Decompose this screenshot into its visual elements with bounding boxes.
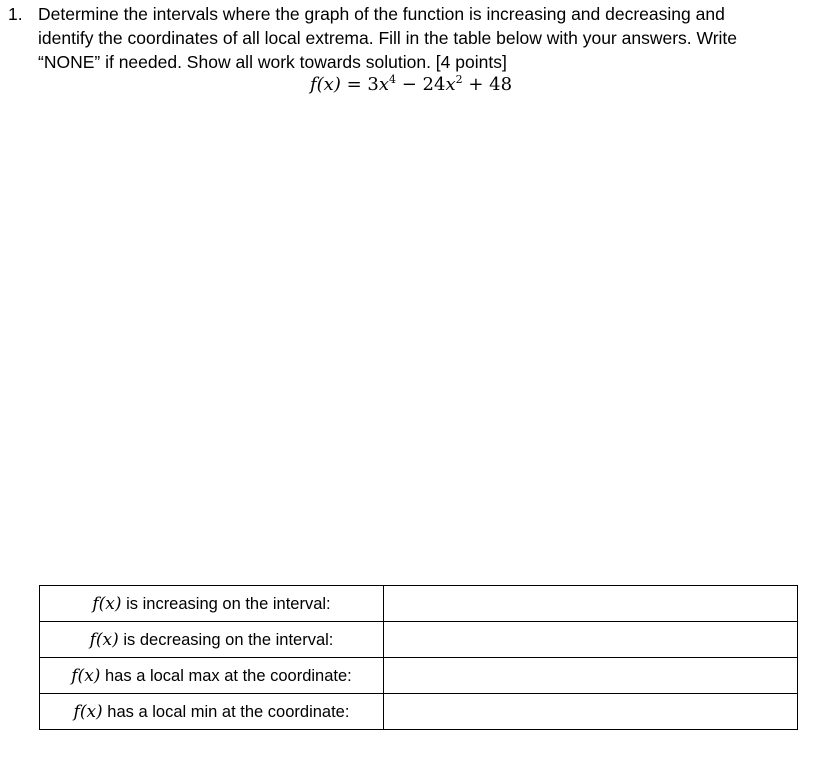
answer-cell-decreasing[interactable] [384,622,798,658]
row-label-text: has a local min at the coordinate: [102,702,350,721]
row-label-local-max [40,658,384,694]
row-label-text: has a local max at the coordinate: [100,666,352,685]
formula-exp1: 4 [389,73,396,86]
table-row [40,658,798,694]
row-label-local-min [40,694,384,730]
formula-x1: x [378,74,389,95]
formula-mid: − 24 [396,74,446,95]
formula-lhs: f(x) [310,74,341,95]
question-number: 1. [8,4,23,24]
table-row [40,694,798,730]
function-formula [310,73,512,97]
formula-eq: = 3 [340,74,379,95]
row-label-increasing [40,586,384,622]
fx-symbol: f(x) [73,701,103,722]
answer-cell-increasing[interactable] [384,586,798,622]
question-prompt [38,2,808,74]
fx-symbol: f(x) [92,593,122,614]
fx-symbol: f(x) [71,665,101,686]
row-label-decreasing [40,622,384,658]
table-row [40,586,798,622]
prompt-line-2: identify the coordinates of all local extrema. Fill in the table below with your answers. Write [38,28,738,48]
prompt-line-3: “NONE” if needed. Show all work towards solution. [4 points] [38,52,507,72]
table-row [40,622,798,658]
row-label-text: is increasing on the interval: [121,594,331,613]
formula-x2: x [445,74,456,95]
answer-cell-local-min[interactable] [384,694,798,730]
row-label-text: is decreasing on the interval: [118,630,334,649]
answer-table [39,585,798,730]
answer-cell-local-max[interactable] [384,658,798,694]
prompt-line-1: Determine the intervals where the graph of the function is increasing and decreasing and [38,4,725,24]
fx-symbol: f(x) [89,629,119,650]
formula-exp2: 2 [455,73,463,86]
formula-tail: + 48 [462,74,513,95]
